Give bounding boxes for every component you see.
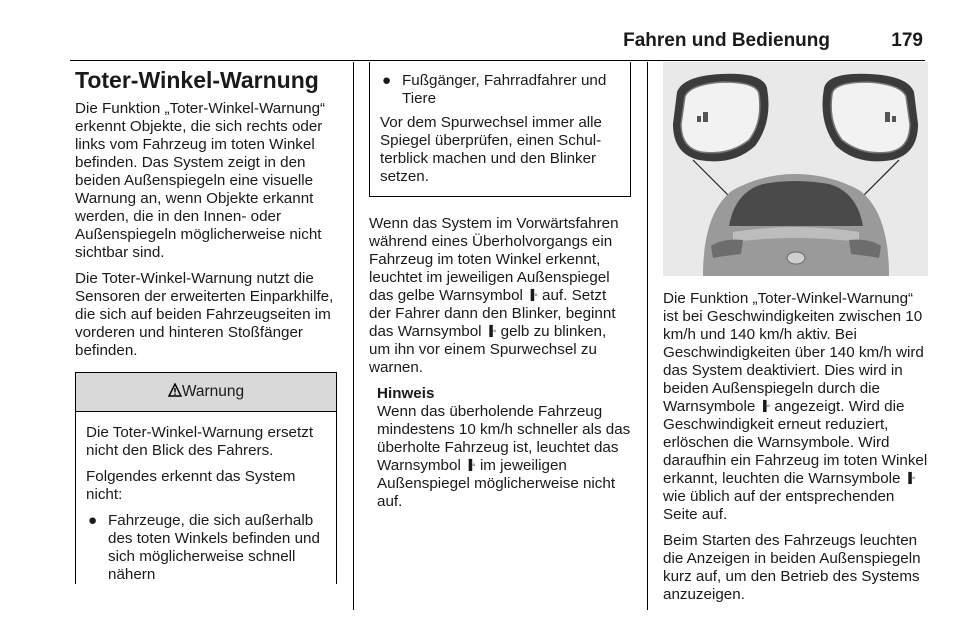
paragraph: Die Funktion „Toter-Winkel-Warnung“ erkennt Objekte, die sich rechts oder links vom Fahrzeug im toten Winkel befinden. Das System zeigt in den beiden Außenspiegeln eine visuelle Warnung an, wenn Objekte erkannt werden, die in den Innen- oder Außenspiegeln möglicherweise nicht sichtbar sind. <box>75 100 326 261</box>
warning-text: Folgendes erkennt das System nicht: <box>86 468 296 503</box>
page-number: 179 <box>891 30 923 51</box>
warning-header <box>76 372 336 412</box>
warning-box-continued <box>369 62 631 197</box>
paragraph: Wenn das System im Vorwärtsfahren während eines Überholvorgangs ein Fahrzeug im toten Winkel erkennt, leuchtet im jeweiligen Außenspiegel das gelbe Warnsymbol ▐◦ auf. Setzt der Fahrer dann den Blinker, beginnt das Warnsymbol ▐◦ gelb zu blinken, um ihn vor einem Spurwechsel zu warnen. <box>369 215 619 376</box>
car-mirror-image <box>663 62 928 276</box>
paragraph: Die Toter-Winkel-Warnung nutzt die Sensoren der erweiterten Einparkhilfe, die sich auf beiden Fahrzeugseiten im vorderen und hinteren Stoßfänger befinden. <box>75 270 334 359</box>
blind-spot-warning-symbol: ▐◦ <box>485 326 497 337</box>
section-heading: Toter-Winkel-Warnung <box>75 67 319 93</box>
column-divider <box>647 62 648 610</box>
warning-text: Vor dem Spurwechsel immer alle Spiegel überprüfen, einen Schulterblick machen und den Blinker setzen. <box>380 114 602 185</box>
section-title: Fahren und Bedienung <box>623 30 830 51</box>
hint-title: Hinweis <box>377 385 435 402</box>
warning-triangle-icon <box>168 383 182 397</box>
column-1 <box>75 62 337 590</box>
paragraph: Beim Starten des Fahrzeugs leuchten die Anzeigen in beiden Außenspiegeln kurz auf, um den Betrieb des Systems anzuzeigen. <box>663 532 921 603</box>
blind-spot-warning-symbol: ▐◦ <box>465 460 476 471</box>
column-3 <box>663 62 928 612</box>
hint-text: Wenn das überholende Fahrzeug mindestens 10 km/h schneller als das überholte Fahrzeug ist, leuchtet das Warnsymbol ▐◦ im jeweiligen Außenspiegel möglicherweise nicht auf. <box>377 403 631 510</box>
column-divider <box>353 62 354 610</box>
list-item: ● Fahrzeuge, die sich außerhalb des toten Winkels befinden und sich möglicherweise schnell nähern <box>88 512 320 583</box>
warning-text: Die Toter-Winkel-Warnung ersetzt nicht den Blick des Fahrers. <box>86 424 314 459</box>
column-2 <box>369 62 631 519</box>
paragraph: Die Funktion „Toter-Winkel-Warnung“ ist bei Geschwindigkeiten zwischen 10 km/h und 140 km/h aktiv. Bei Geschwindigkeiten über 140 km/h wird das System deaktiviert. Dies wird in beiden Außenspiegeln durch die Warnsymbole ▐◦ angezeigt. Wird die Geschwindigkeit erneut reduziert, erlöschen die Warnsymbole. Wird daraufhin ein Fahrzeug im toten Winkel erkannt, leuchten die Warnsymbole ▐◦ wie üblich auf der entsprechenden Seite auf. <box>663 290 928 523</box>
warning-box <box>75 372 337 584</box>
warning-title: Warnung <box>181 383 245 400</box>
hint-block <box>369 385 631 511</box>
blind-spot-warning-symbol: ▐◦ <box>904 473 916 484</box>
blind-spot-warning-symbol: ▐◦ <box>527 290 538 301</box>
list-item: ● Fußgänger, Fahrradfahrer und Tiere <box>382 72 607 107</box>
mirror-illustration <box>663 62 928 276</box>
page-header <box>70 24 925 61</box>
blind-spot-warning-symbol: ▐◦ <box>759 401 771 412</box>
